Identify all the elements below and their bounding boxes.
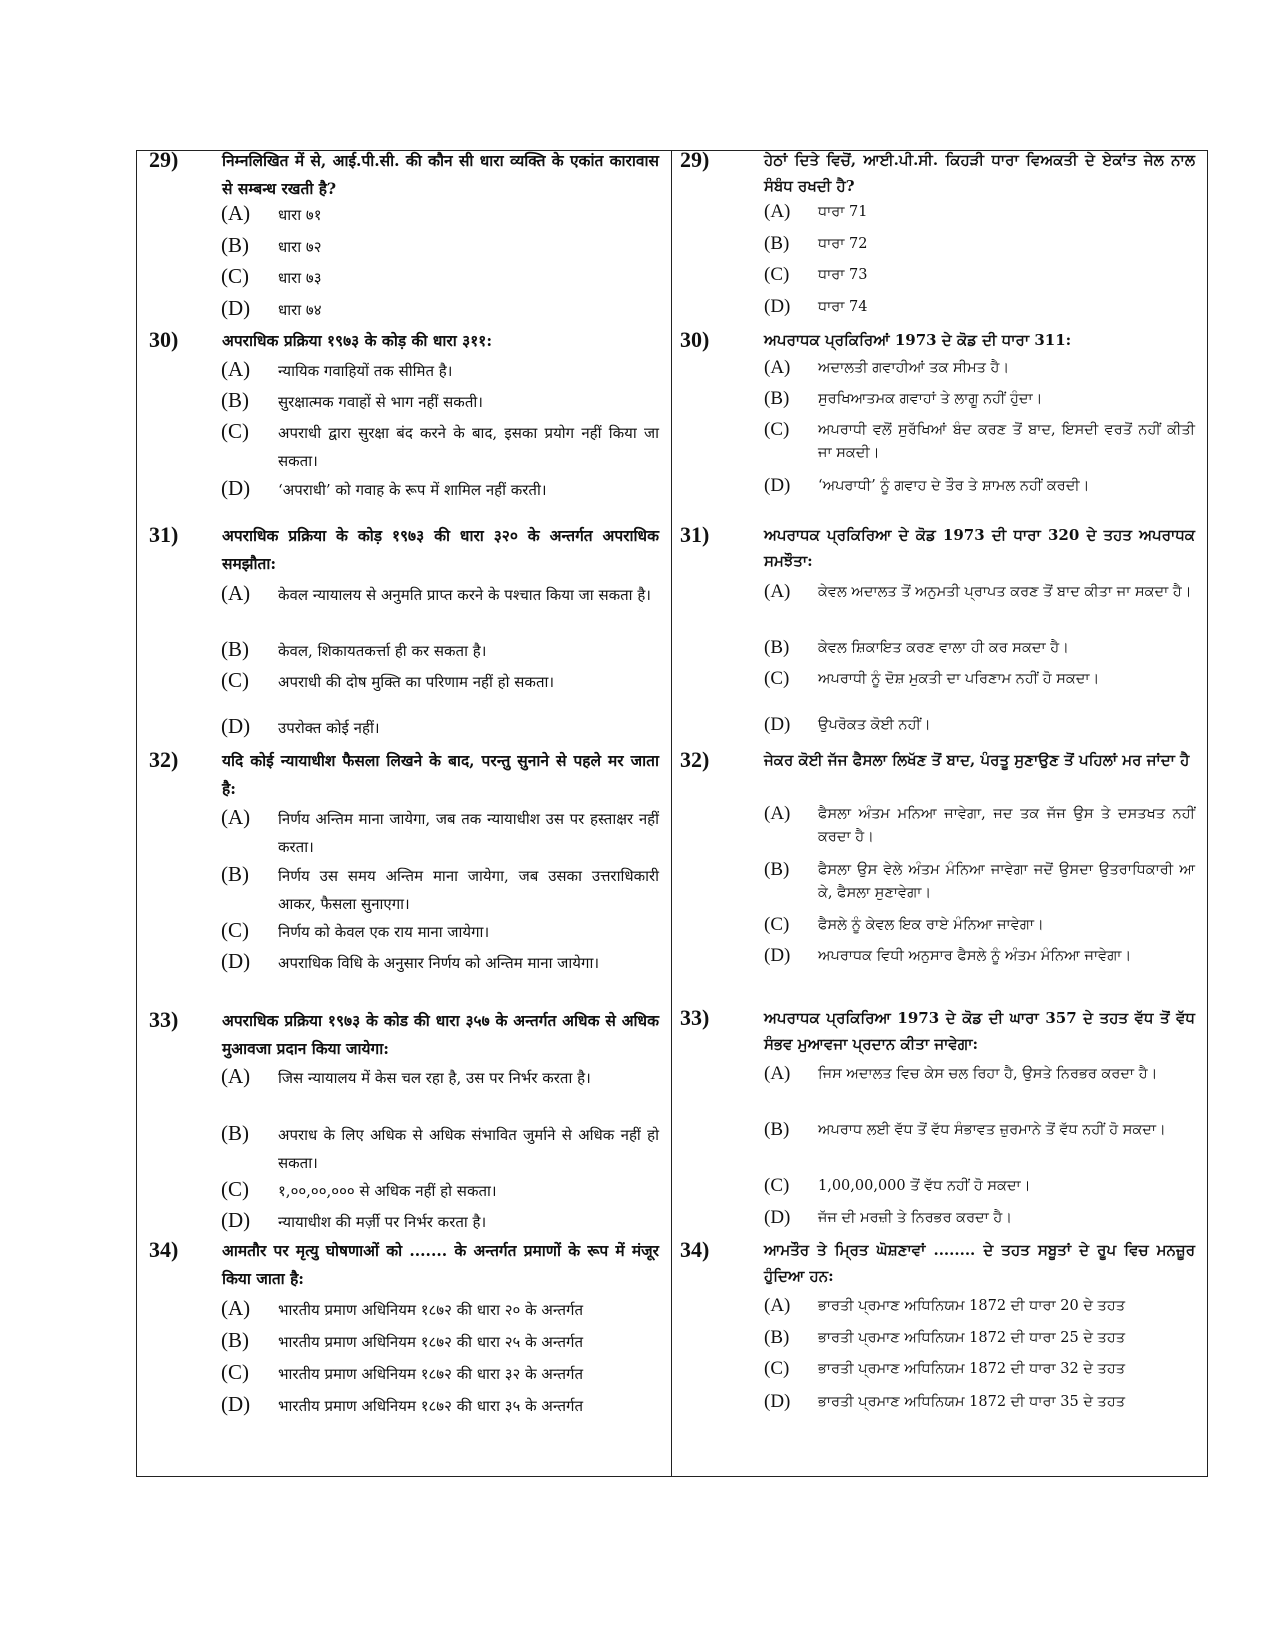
option-c xyxy=(137,264,671,292)
option-c xyxy=(672,264,1207,287)
option-d xyxy=(672,475,1207,498)
option-label: (B) xyxy=(221,388,249,412)
option-text: सुरक्षात्मक गवाहों से भाग नहीं सकती। xyxy=(278,393,483,411)
option-a xyxy=(137,581,671,609)
option-a xyxy=(137,201,671,229)
option-label: (A) xyxy=(221,805,251,829)
question-30-hindi xyxy=(137,327,671,355)
question-text: ਆਮਤੌਰ ਤੇ ਮ੍ਰਿਤ ਘੋਸ਼ਣਾਵਾਂ ........ ਦੇ ਤਹਤ ਸਬੂਤਾਂ ਦੇ ਰੂਪ ਵਿਚ ਮਨਜ਼ੂਰ ਹੁੰਦਿਆ ਹਨ: xyxy=(764,1241,1195,1285)
option-label: (C) xyxy=(764,668,790,689)
question-32-punjabi xyxy=(672,747,1207,773)
option-label: (A) xyxy=(764,803,791,824)
option-text: ਫੈਸਲਾ ਅੰਤਮ ਮਨਿਆ ਜਾਵੇਗਾ, ਜਦ ਤਕ ਜੱਜ ਉਸ ਤੇ ਦਸਤਖਤ ਨਹੀਂ ਕਰਦਾ ਹੈ। xyxy=(818,806,1195,845)
question-number: 32) xyxy=(680,747,710,772)
option-b xyxy=(672,233,1207,256)
option-label: (A) xyxy=(221,201,251,225)
question-34-hindi xyxy=(137,1237,671,1293)
option-text: भारतीय प्रमाण अधिनियम १८७२ की धारा ३५ के अन्तर्गत xyxy=(278,1397,584,1415)
question-text: ਹੇਠਾਂ ਦਿਤੇ ਵਿਚੋਂ, ਆਈ.ਪੀ.ਸੀ. ਕਿਹੜੀ ਧਾਰਾ ਵਿਅਕਤੀ ਦੇ ਏਕਾਂਤ ਜੇਲ ਨਾਲ ਸੰਬੰਧ ਰਖਦੀ ਹੈ? xyxy=(764,151,1195,195)
option-b xyxy=(672,1327,1207,1350)
question-29-punjabi xyxy=(672,151,1207,199)
option-label: (A) xyxy=(764,1063,791,1084)
option-label: (B) xyxy=(764,1327,790,1348)
option-b xyxy=(672,637,1207,660)
question-number: 33) xyxy=(149,1007,179,1032)
option-text: ਧਾਰਾ 73 xyxy=(818,267,868,283)
option-label: (A) xyxy=(764,1295,791,1316)
option-text: जिस न्यायालय में केस चल रहा है, उस पर निर्भर करता है। xyxy=(278,1069,591,1087)
option-d xyxy=(137,714,671,742)
option-d xyxy=(137,949,671,977)
option-text: ਧਾਰਾ 72 xyxy=(818,236,868,252)
option-b xyxy=(672,1119,1207,1142)
option-b xyxy=(672,859,1207,905)
option-label: (C) xyxy=(764,264,790,285)
option-text: धारा ७२ xyxy=(278,238,322,256)
option-d xyxy=(137,1208,671,1236)
option-label: (C) xyxy=(221,918,249,942)
question-number: 30) xyxy=(680,327,710,352)
option-text: ਭਾਰਤੀ ਪ੍ਰਮਾਣ ਅਧਿਨਿਯਮ 1872 ਦੀ ਧਾਰਾ 32 ਦੇ ਤਹਤ xyxy=(818,1361,1125,1377)
option-label: (A) xyxy=(764,581,791,602)
option-label: (B) xyxy=(764,859,790,880)
option-text: ਜਿਸ ਅਦਾਲਤ ਵਿਚ ਕੇਸ ਚਲ ਰਿਹਾ ਹੈ, ਉਸਤੇ ਨਿਰਭਰ ਕਰਦਾ ਹੈ। xyxy=(818,1066,1158,1082)
option-b xyxy=(137,637,671,665)
option-text: न्यायाधीश की मर्ज़ी पर निर्भर करता है। xyxy=(278,1213,487,1231)
option-label: (B) xyxy=(221,1328,249,1352)
option-text: ਅਦਾਲਤੀ ਗਵਾਹੀਆਂ ਤਕ ਸੀਮਤ ਹੈ। xyxy=(818,360,1010,376)
option-text: निर्णय को केवल एक राय माना जायेगा। xyxy=(278,923,490,941)
option-text: निर्णय अन्तिम माना जायेगा, जब तक न्यायाधीश उस पर हस्ताक्षर नहीं करता। xyxy=(278,810,659,856)
option-d xyxy=(672,714,1207,737)
question-number: 30) xyxy=(149,327,179,352)
option-a xyxy=(137,1296,671,1324)
option-label: (D) xyxy=(764,1391,791,1412)
question-number: 29) xyxy=(680,151,710,172)
question-number: 31) xyxy=(680,522,710,547)
option-label: (A) xyxy=(764,201,791,222)
option-c xyxy=(137,1177,671,1205)
option-text: ਅਪਰਾਧੀ ਵਲੋਂ ਸੁਰੱਖਿਆਂ ਬੰਦ ਕਰਣ ਤੋਂ ਬਾਦ, ਇਸਦੀ ਵਰਤੋਂ ਨਹੀਂ ਕੀਤੀ ਜਾ ਸਕਦੀ। xyxy=(818,422,1195,461)
option-text: केवल न्यायालय से अनुमति प्राप्त करने के पश्चात किया जा सकता है। xyxy=(278,586,651,604)
question-number: 34) xyxy=(149,1237,179,1262)
option-label: (C) xyxy=(764,914,790,935)
option-c xyxy=(137,419,671,475)
question-text: अपराधिक प्रक्रिया १९७३ के कोड़ की धारा ३११: xyxy=(222,331,493,350)
option-c xyxy=(672,668,1207,691)
option-label: (A) xyxy=(221,1064,251,1088)
option-c xyxy=(137,1360,671,1388)
option-text: ਧਾਰਾ 74 xyxy=(818,299,868,315)
option-text: ਸੁਰਖਿਆਤਮਕ ਗਵਾਹਾਂ ਤੇ ਲਾਗੂ ਨਹੀਂ ਹੁੰਦਾ। xyxy=(818,391,1043,407)
option-b xyxy=(137,233,671,261)
option-label: (B) xyxy=(764,233,790,254)
option-text: ਫੈਸਲਾ ਉਸ ਵੇਲੇ ਅੰਤਮ ਮੰਨਿਆ ਜਾਵੇਗਾ ਜਦੋਂ ਉਸਦਾ ਉਤਰਾਧਿਕਾਰੀ ਆ ਕੇ, ਫੈਸਲਾ ਸੁਣਾਵੇਗਾ। xyxy=(818,862,1195,901)
option-label: (D) xyxy=(221,1208,251,1232)
option-d xyxy=(672,1391,1207,1414)
option-a xyxy=(672,201,1207,224)
option-label: (D) xyxy=(221,714,251,738)
option-text: ਭਾਰਤੀ ਪ੍ਰਮਾਣ ਅਧਿਨਿਯਮ 1872 ਦੀ ਧਾਰਾ 25 ਦੇ ਤਹਤ xyxy=(818,1330,1125,1346)
option-label: (B) xyxy=(221,1121,249,1145)
option-a xyxy=(672,803,1207,849)
option-text: ‘अपराधी’ को गवाह के रूप में शामिल नहीं करती। xyxy=(278,481,547,499)
option-text: ਅਪਰਾਧੀ ਨੂੰ ਦੋਸ਼ ਮੁਕਤੀ ਦਾ ਪਰਿਣਾਮ ਨਹੀਂ ਹੋ ਸਕਦਾ। xyxy=(818,671,1100,687)
option-label: (C) xyxy=(221,264,249,288)
option-text: धारा ७१ xyxy=(278,206,322,224)
question-29-hindi xyxy=(137,151,671,203)
option-d xyxy=(672,945,1207,968)
option-text: अपराधी की दोष मुक्ति का परिणाम नहीं हो सकता। xyxy=(278,673,555,691)
question-number: 29) xyxy=(149,151,179,172)
option-label: (B) xyxy=(221,637,249,661)
option-label: (A) xyxy=(221,1296,251,1320)
option-text: १,००,००,००० से अधिक नहीं हो सकता। xyxy=(278,1182,497,1200)
option-label: (C) xyxy=(764,1175,790,1196)
option-a xyxy=(672,357,1207,380)
option-c xyxy=(672,914,1207,937)
option-label: (B) xyxy=(221,233,249,257)
option-label: (A) xyxy=(221,357,251,381)
hindi-column xyxy=(137,151,672,1476)
option-text: धारा ७४ xyxy=(278,301,322,319)
option-d xyxy=(672,296,1207,319)
question-number: 34) xyxy=(680,1237,710,1262)
option-label: (D) xyxy=(221,296,251,320)
option-b xyxy=(672,388,1207,411)
question-text: ਅਪਰਾਧਕ ਪ੍ਰਕਿਰਿਆ 1973 ਦੇ ਕੋਡ ਦੀ ਘਾਰਾ 357 ਦੇ ਤਹਤ ਵੱਧ ਤੋਂ ਵੱਧ ਸੰਭਵ ਮੁਆਵਜਾ ਪ੍ਰਦਾਨ ਕੀਤਾ ਜਾਵੇਗਾ: xyxy=(764,1009,1195,1053)
option-label: (B) xyxy=(764,1119,790,1140)
option-a xyxy=(137,805,671,861)
question-33-punjabi xyxy=(672,1005,1207,1057)
option-text: ਅਪਰਾਧਕ ਵਿਧੀ ਅਨੁਸਾਰ ਫੈਸਲੇ ਨੂੰ ਅੰਤਮ ਮੰਨਿਆ ਜਾਵੇਗਾ। xyxy=(818,948,1132,964)
question-text: आमतौर पर मृत्यु घोषणाओं को ....... के अन्तर्गत प्रमाणों के रूप में मंजूर किया जाता है: xyxy=(222,1241,659,1288)
option-text: केवल, शिकायतकर्त्ता ही कर सकता है। xyxy=(278,642,487,660)
option-a xyxy=(137,357,671,385)
option-text: धारा ७३ xyxy=(278,269,322,287)
punjabi-column xyxy=(672,151,1207,1476)
option-text: ਕੇਵਲ ਸ਼ਿਕਾਇਤ ਕਰਣ ਵਾਲਾ ਹੀ ਕਰ ਸਕਦਾ ਹੈ। xyxy=(818,640,1069,656)
option-a xyxy=(672,581,1207,604)
option-label: (D) xyxy=(764,945,791,966)
option-label: (D) xyxy=(221,949,251,973)
option-a xyxy=(672,1295,1207,1318)
option-d xyxy=(137,476,671,504)
option-c xyxy=(137,918,671,946)
option-text: ਭਾਰਤੀ ਪ੍ਰਮਾਣ ਅਧਿਨਿਯਮ 1872 ਦੀ ਧਾਰਾ 20 ਦੇ ਤਹਤ xyxy=(818,1298,1125,1314)
question-text: अपराधिक प्रक्रिया १९७३ के कोड की धारा ३५७ के अन्तर्गत अधिक से अधिक मुआवजा प्रदान किया जायेगा: xyxy=(222,1011,659,1058)
question-text: अपराधिक प्रक्रिया के कोड़ १९७३ की धारा ३२० के अन्तर्गत अपराधिक समझौता: xyxy=(222,526,659,573)
option-text: अपराधिक विधि के अनुसार निर्णय को अन्तिम माना जायेगा। xyxy=(278,954,600,972)
option-text: ਫੈਸਲੇ ਨੂੰ ਕੇਵਲ ਇਕ ਰਾਏ ਮੰਨਿਆ ਜਾਵੇਗਾ। xyxy=(818,917,1044,933)
question-text: यदि कोई न्यायाधीश फैसला लिखने के बाद, परन्तु सुनाने से पहले मर जाता है: xyxy=(222,751,659,798)
question-32-hindi xyxy=(137,747,671,803)
option-text: भारतीय प्रमाण अधिनियम १८७२ की धारा २० के अन्तर्गत xyxy=(278,1301,584,1319)
option-label: (C) xyxy=(221,1360,249,1384)
question-sheet xyxy=(136,150,1208,1477)
option-label: (C) xyxy=(764,1358,790,1379)
option-b xyxy=(137,1121,671,1177)
option-c xyxy=(672,1175,1207,1198)
option-b xyxy=(137,388,671,416)
option-text: निर्णय उस समय अन्तिम माना जायेगा, जब उसका उत्तराधिकारी आकर, फैसला सुनाएगा। xyxy=(278,867,659,913)
option-label: (A) xyxy=(764,357,791,378)
option-label: (B) xyxy=(764,388,790,409)
option-text: ਅਪਰਾਧ ਲਈ ਵੱਧ ਤੋਂ ਵੱਧ ਸੰਭਾਵਤ ਜ਼ੁਰਮਾਨੇ ਤੋਂ ਵੱਧ ਨਹੀਂ ਹੋ ਸਕਦਾ। xyxy=(818,1122,1166,1138)
option-label: (D) xyxy=(764,714,791,735)
question-text: ਅਪਰਾਧਕ ਪ੍ਰਕਿਰਿਆ ਦੇ ਕੋਡ 1973 ਦੀ ਧਾਰਾ 320 ਦੇ ਤਹਤ ਅਪਰਾਧਕ ਸਮਝੌਤਾ: xyxy=(764,526,1195,570)
option-d xyxy=(672,1207,1207,1230)
option-c xyxy=(672,419,1207,465)
option-label: (C) xyxy=(221,419,249,443)
question-31-hindi xyxy=(137,522,671,578)
option-text: ਭਾਰਤੀ ਪ੍ਰਮਾਣ ਅਧਿਨਿਯਮ 1872 ਦੀ ਧਾਰਾ 35 ਦੇ ਤਹਤ xyxy=(818,1394,1125,1410)
option-text: 1,00,00,000 ਤੋਂ ਵੱਧ ਨਹੀਂ ਹੋ ਸਕਦਾ। xyxy=(818,1178,1031,1194)
option-label: (A) xyxy=(221,581,251,605)
option-text: भारतीय प्रमाण अधिनियम १८७२ की धारा २५ के अन्तर्गत xyxy=(278,1333,584,1351)
option-text: ‘ਅਪਰਾਧੀ’ ਨੂੰ ਗਵਾਹ ਦੇ ਤੌਰ ਤੇ ਸ਼ਾਮਲ ਨਹੀਂ ਕਰਦੀ। xyxy=(818,478,1090,494)
option-text: भारतीय प्रमाण अधिनियम १८७२ की धारा ३२ के अन्तर्गत xyxy=(278,1365,584,1383)
option-label: (B) xyxy=(221,862,249,886)
question-31-punjabi xyxy=(672,522,1207,574)
option-text: ਕੇਵਲ ਅਦਾਲਤ ਤੋਂ ਅਨੁਮਤੀ ਪ੍ਰਾਪਤ ਕਰਣ ਤੋਂ ਬਾਦ ਕੀਤਾ ਜਾ ਸਕਦਾ ਹੈ। xyxy=(818,584,1192,600)
option-label: (C) xyxy=(764,419,790,440)
option-text: उपरोक्त कोई नहीं। xyxy=(278,719,380,737)
question-33-hindi xyxy=(137,1007,671,1063)
question-34-punjabi xyxy=(672,1237,1207,1289)
option-c xyxy=(672,1358,1207,1381)
option-text: अपराधी द्वारा सुरक्षा बंद करने के बाद, इसका प्रयोग नहीं किया जा सकता। xyxy=(278,424,659,470)
option-d xyxy=(137,296,671,324)
question-text: निम्नलिखित में से, आई.पी.सी. की कौन सी धारा व्यक्ति के एकांत कारावास से सम्बन्ध रखती है? xyxy=(222,151,659,198)
option-text: ਧਾਰਾ 71 xyxy=(818,204,868,220)
option-b xyxy=(137,1328,671,1356)
option-b xyxy=(137,862,671,918)
option-label: (D) xyxy=(221,1392,251,1416)
question-text: ਜੇਕਰ ਕੋਈ ਜੱਜ ਫੈਸਲਾ ਲਿਖੱਣ ਤੋਂ ਬਾਦ, ਪੰਰਤੂ ਸੁਣਾਉਣ ਤੋਂ ਪਹਿਲਾਂ ਮਰ ਜਾਂਦਾ ਹੈ xyxy=(764,751,1190,769)
option-label: (D) xyxy=(764,1207,791,1228)
question-number: 31) xyxy=(149,522,179,547)
option-d xyxy=(137,1392,671,1420)
question-number: 32) xyxy=(149,747,179,772)
option-a xyxy=(137,1064,671,1092)
question-number: 33) xyxy=(680,1005,710,1030)
option-text: न्यायिक गवाहियों तक सीमित है। xyxy=(278,362,453,380)
option-label: (B) xyxy=(764,637,790,658)
option-a xyxy=(672,1063,1207,1086)
option-text: अपराध के लिए अधिक से अधिक संभावित जुर्माने से अधिक नहीं हो सकता। xyxy=(278,1126,659,1172)
question-text: ਅਪਰਾਧਕ ਪ੍ਰਕਿਰਿਆਂ 1973 ਦੇ ਕੋਡ ਦੀ ਧਾਰਾ 311: xyxy=(764,331,1072,349)
option-text: ਜੱਜ ਦੀ ਮਰਜ਼ੀ ਤੇ ਨਿਰਭਰ ਕਰਦਾ ਹੈ। xyxy=(818,1210,1013,1226)
option-c xyxy=(137,668,671,696)
option-text: ਉਪਰੋਕਤ ਕੋਈ ਨਹੀਂ। xyxy=(818,717,931,733)
option-label: (D) xyxy=(221,476,251,500)
option-label: (C) xyxy=(221,668,249,692)
option-label: (D) xyxy=(764,296,791,317)
option-label: (D) xyxy=(764,475,791,496)
option-label: (C) xyxy=(221,1177,249,1201)
question-30-punjabi xyxy=(672,327,1207,353)
